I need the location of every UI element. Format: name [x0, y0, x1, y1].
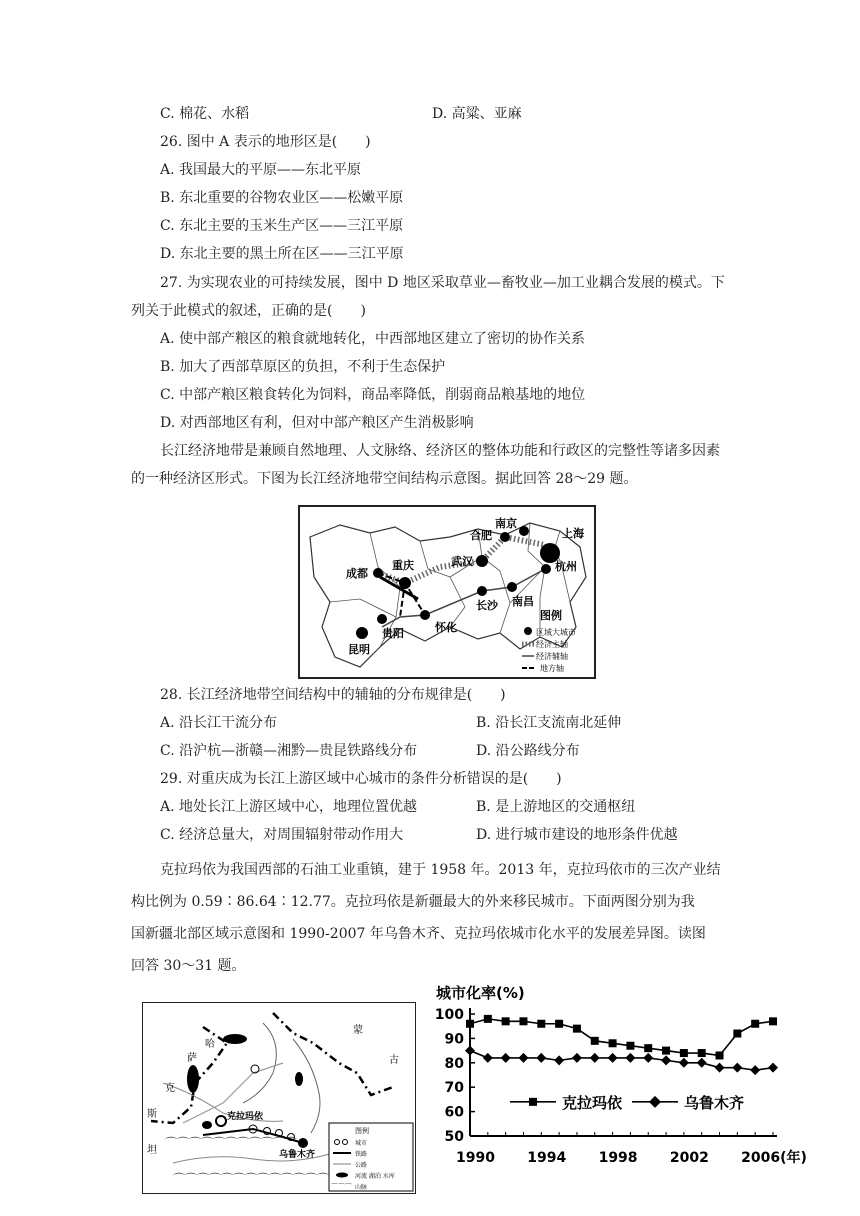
label-gu: 古	[389, 1055, 399, 1066]
city-dot-wuhan	[476, 555, 488, 567]
q26-option-a: A. 我国最大的平原——东北平原	[160, 162, 362, 178]
q25-option-c: C. 棉花、水稻	[160, 106, 250, 122]
point-diamond	[768, 1063, 778, 1073]
point-square	[484, 1015, 492, 1023]
q29-stem: 29. 对重庆成为长江上游区域中心城市的条件分析错误的是( )	[160, 771, 562, 787]
yangtze-legend-title: 图例	[540, 609, 562, 622]
city-dot-chengdu	[373, 568, 383, 578]
y-tick-label: 90	[444, 1031, 464, 1048]
point-square	[751, 1020, 759, 1028]
point-diamond	[590, 1053, 600, 1063]
q28-option-c: C. 沿沪杭—浙赣—湘黔—贵昆铁路线分布	[160, 743, 418, 759]
yangtze-passage-line2: 的一种经济区形式。下图为长江经济地带空间结构示意图。据此回答 28～29 题。	[131, 471, 638, 487]
point-diamond	[572, 1053, 582, 1063]
label-tan: 坦	[147, 1145, 157, 1156]
q27-option-b: B. 加大了西部草原区的负担，不利于生态保护	[160, 359, 446, 375]
point-square	[626, 1042, 634, 1050]
point-diamond	[732, 1063, 742, 1073]
city-dot-chongqing	[399, 577, 411, 589]
y-tick-label: 70	[444, 1080, 464, 1097]
label-urumqi: 乌鲁木齐	[279, 1150, 316, 1160]
q29-option-a: A. 地处长江上游区域中心，地理位置优越	[160, 799, 418, 815]
svg-text:⌒⌒⌒: ⌒⌒⌒	[331, 1183, 352, 1191]
xinjiang-legend-title: 图例	[355, 1127, 369, 1135]
city-label-nanchang: 南昌	[512, 595, 534, 608]
city-dot-guiyang	[377, 614, 387, 624]
legend-marker-karamay	[529, 1098, 537, 1106]
legend-main-axis: 经济主轴	[536, 640, 568, 649]
point-diamond	[661, 1055, 671, 1065]
city-label-wuhan: 武汉	[451, 555, 473, 568]
city-label-hangzhou: 杭州	[555, 560, 577, 573]
city-dot-huaihua	[420, 610, 430, 620]
point-square	[537, 1020, 545, 1028]
series-line-2	[470, 1051, 773, 1071]
point-square	[519, 1017, 527, 1025]
point-diamond	[715, 1063, 725, 1073]
point-diamond	[679, 1058, 689, 1068]
urbanization-chart	[428, 978, 807, 1196]
point-square	[555, 1020, 563, 1028]
point-square	[662, 1047, 670, 1055]
q27-stem-line2: 列关于此模式的叙述，正确的是( )	[131, 303, 366, 319]
q26-option-c: C. 东北主要的玉米生产区——三江平原	[160, 218, 404, 234]
city-label-chongqing: 重庆	[392, 559, 414, 572]
karamay-passage-line3: 国新疆北部区域示意图和 1990-2007 年乌鲁木齐、克拉玛依城市化水平的发展差异图。读图	[131, 926, 706, 942]
point-diamond	[697, 1058, 707, 1068]
point-diamond	[643, 1053, 653, 1063]
series-line-1	[470, 1019, 773, 1056]
svg-text:⌒⌒⌒⌒⌒⌒⌒⌒⌒⌒⌒⌒⌒: ⌒⌒⌒⌒⌒⌒⌒⌒⌒⌒⌒⌒⌒	[173, 1172, 330, 1186]
point-diamond	[625, 1053, 635, 1063]
y-tick-label: 50	[444, 1129, 464, 1145]
city-dot-hangzhou	[541, 564, 551, 574]
legend-marker-urumqi	[649, 1096, 661, 1108]
x-tick-label: 1994	[527, 1150, 567, 1166]
legend-highway: 公路	[355, 1162, 368, 1169]
point-square	[733, 1030, 741, 1038]
y-tick-label: 60	[444, 1104, 464, 1121]
city-label-hefei: 合肥	[470, 529, 492, 542]
point-square	[591, 1037, 599, 1045]
label-si: 斯	[147, 1109, 157, 1120]
city-label-huaihua: 怀化	[435, 621, 457, 634]
point-square	[698, 1049, 706, 1057]
city-dot-nanchang	[507, 582, 517, 592]
point-square	[573, 1025, 581, 1033]
city-dot-hefei	[500, 532, 510, 542]
svg-text:⌒⌒⌒⌒⌒⌒⌒⌒⌒⌒⌒: ⌒⌒⌒⌒⌒⌒⌒⌒⌒⌒⌒	[165, 1136, 298, 1150]
label-meng: 蒙	[353, 1025, 363, 1036]
city-label-kunming: 昆明	[348, 643, 370, 656]
label-ha: 哈	[205, 1039, 215, 1050]
city-dot-changsha	[477, 586, 487, 596]
city-label-changsha: 长沙	[476, 599, 498, 612]
city-dot-nanjing	[519, 526, 529, 536]
point-diamond	[501, 1053, 511, 1063]
point-diamond	[536, 1053, 546, 1063]
northern-xinjiang-map	[142, 1002, 416, 1194]
karamay-passage-line1: 克拉玛依为我国西部的石油工业重镇，建于 1958 年。2013 年，克拉玛依市的三次产业结	[160, 862, 721, 878]
point-square	[680, 1049, 688, 1057]
q28-stem: 28. 长江经济地带空间结构中的辅轴的分布规律是( )	[160, 687, 506, 703]
q27-option-a: A. 使中部产粮区的粮食就地转化，中西部地区建立了密切的协作关系	[160, 331, 586, 347]
q26-stem: 26. 图中 A 表示的地形区是( )	[160, 134, 371, 150]
point-diamond	[554, 1055, 564, 1065]
point-square	[466, 1020, 474, 1028]
label-sa: 萨	[187, 1053, 197, 1064]
point-square	[502, 1017, 510, 1025]
legend-mountain: 山脉	[355, 1184, 368, 1191]
point-square	[769, 1017, 777, 1025]
chart-title: 城市化率(%)	[436, 984, 525, 1002]
legend-city: 城市	[355, 1140, 368, 1147]
city-label-nanjing: 南京	[495, 517, 517, 530]
point-square	[644, 1044, 652, 1052]
label-karamay: 克拉玛依	[227, 1112, 264, 1122]
x-tick-label: 1998	[598, 1150, 638, 1166]
point-square	[716, 1051, 724, 1059]
q28-option-a: A. 沿长江干流分布	[160, 715, 278, 731]
karamay-passage-line2: 构比例为 0.59∶86.64∶12.77。克拉玛依是新疆最大的外来移民城市。下面两图分别为我	[131, 894, 695, 910]
yangtze-economic-belt-map	[298, 505, 596, 679]
q28-option-b: B. 沿长江支流南北延伸	[476, 715, 622, 731]
point-square	[609, 1039, 617, 1047]
q28-option-d: D. 沿公路线分布	[476, 743, 580, 759]
legend-local-axis: 地方轴	[540, 664, 564, 673]
q26-option-b: B. 东北重要的谷物农业区——松嫩平原	[160, 190, 404, 206]
q27-option-d: D. 对西部地区有利，但对中部产粮区产生消极影响	[160, 415, 474, 431]
legend-auxiliary-axis: 经济辅轴	[536, 652, 568, 661]
x-tick-label: 2002	[669, 1150, 709, 1166]
q27-option-c: C. 中部产粮区粮食转化为饲料，商品率降低，削弱商品粮基地的地位	[160, 387, 586, 403]
city-label-shanghai: 上海	[562, 527, 584, 540]
yangtze-passage-line1: 长江经济地带是兼顾自然地理、人文脉络、经济区的整体功能和行政区的完整性等诸多因素	[160, 443, 720, 459]
point-diamond	[518, 1053, 528, 1063]
city-label-chengdu: 成都	[346, 567, 368, 580]
karamay-passage-line4: 回答 30～31 题。	[131, 958, 246, 974]
q25-option-d: D. 高粱、亚麻	[432, 106, 522, 122]
q29-option-d: D. 进行城市建设的地形条件优越	[476, 827, 678, 843]
label-ke: 克	[165, 1083, 175, 1094]
y-tick-label: 100	[434, 1007, 464, 1023]
legend-railway: 铁路	[355, 1151, 368, 1158]
city-label-guiyang: 贵阳	[382, 627, 404, 640]
legend-label-karamay: 克拉玛依	[562, 1093, 623, 1112]
city-dot-urumqi	[298, 1138, 308, 1148]
legend-river-lake: 河流 湖泊 水库	[355, 1173, 395, 1180]
y-tick-label: 80	[444, 1055, 464, 1072]
legend-label-urumqi: 乌鲁木齐	[684, 1093, 745, 1112]
city-dot-karamay	[216, 1116, 226, 1126]
x-tick-label: 2006(年)	[741, 1150, 807, 1166]
point-diamond	[483, 1053, 493, 1063]
x-tick-label: 1990	[456, 1150, 495, 1166]
point-diamond	[465, 1046, 475, 1056]
q26-option-d: D. 东北主要的黑土所在区——三江平原	[160, 246, 404, 262]
q27-stem-line1: 27. 为实现农业的可持续发展，图中 D 地区采取草业—畜牧业—加工业耦合发展的模式。下	[160, 275, 725, 291]
q29-option-c: C. 经济总量大，对周围辐射带动作用大	[160, 827, 404, 843]
point-diamond	[750, 1065, 760, 1075]
q29-option-b: B. 是上游地区的交通枢纽	[476, 799, 636, 815]
point-diamond	[608, 1053, 618, 1063]
legend-region-city: 区域大城市	[536, 628, 576, 637]
city-dot-kunming	[356, 627, 368, 639]
